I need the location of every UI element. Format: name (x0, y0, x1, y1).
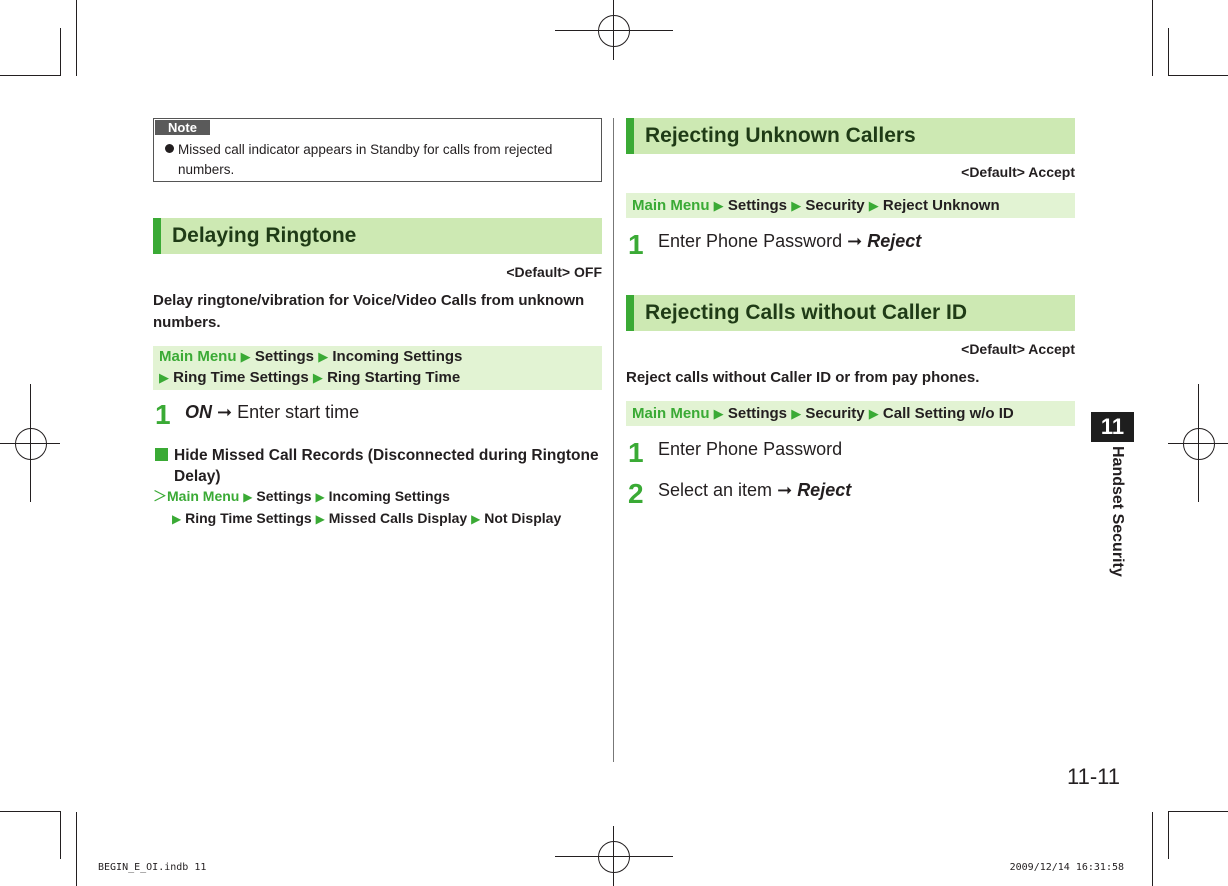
subsection-title: Hide Missed Call Records (Disconnected during Ringtone Delay) (174, 447, 599, 485)
crop-mark (76, 0, 77, 76)
crop-mark (0, 75, 60, 76)
menu-path (626, 193, 1075, 218)
step-text (185, 399, 359, 425)
crop-mark (1168, 811, 1228, 812)
menu-path-item: Settings (727, 197, 788, 214)
footer-file: BEGIN_E_OI.indb 11 (98, 862, 207, 873)
menu-path (626, 401, 1075, 426)
menu-path-line (153, 508, 603, 530)
section-header-without-id (626, 295, 1075, 331)
step-instruction: Enter Phone Password (658, 439, 843, 459)
nav-arrow-icon: ▶ (713, 406, 724, 421)
nav-arrow-icon: ▶ (159, 370, 169, 385)
step-number: 2 (628, 478, 644, 509)
menu-path-item: Ring Starting Time (327, 369, 461, 386)
crop-mark (1152, 812, 1153, 886)
nav-arrow-icon: ▶ (315, 490, 325, 504)
crop-mark (0, 811, 60, 812)
step-number: 1 (155, 399, 171, 430)
nav-arrow-icon: ▶ (172, 512, 182, 526)
step-action: Reject (867, 231, 922, 251)
section-description: Reject calls without Caller ID or from pay phones. (626, 369, 980, 386)
page-number: 11-11 (1066, 764, 1120, 789)
section-description: Delay ringtone/vibration for Voice/Video Calls from unknown numbers. (153, 292, 585, 331)
crop-mark (76, 812, 77, 886)
menu-path-line (159, 346, 602, 367)
section-title: Rejecting Unknown Callers (645, 124, 916, 147)
arrow-icon: ➞ (847, 231, 863, 251)
registration-circle (15, 428, 47, 460)
step-instruction: Enter start time (237, 402, 360, 422)
nav-arrow-icon: ▶ (791, 198, 802, 213)
note-tag: Note (155, 120, 210, 135)
crop-mark (60, 28, 61, 76)
default-value: <Default> Accept (961, 164, 1075, 180)
crop-mark (60, 811, 61, 859)
step-action: Reject (797, 480, 852, 500)
step-instruction: Enter Phone Password (658, 231, 843, 251)
step-instruction: Select an item (658, 480, 773, 500)
nav-arrow-icon: ▶ (318, 349, 329, 364)
step-number: 1 (628, 229, 644, 260)
menu-path-item: Missed Calls Display (328, 510, 468, 526)
note-text: Missed call indicator appears in Standby for calls from rejected numbers. (178, 142, 553, 177)
step-text (658, 228, 921, 254)
menu-path-item: Ring Time Settings (185, 510, 312, 526)
arrow-icon: ➞ (777, 480, 793, 500)
step-text (658, 477, 851, 503)
menu-path-item: Security (805, 405, 865, 422)
default-value: <Default> Accept (961, 341, 1075, 357)
menu-path-item: Not Display (484, 510, 562, 526)
registration-circle (1183, 428, 1215, 460)
menu-path-item: Settings (727, 405, 788, 422)
menu-path-item: Main Menu (632, 405, 710, 422)
section-header-delaying (153, 218, 602, 254)
menu-path (153, 346, 602, 390)
registration-circle (598, 841, 630, 873)
arrow-icon: ➞ (217, 402, 233, 422)
sub-marker-icon: ＞ (153, 488, 167, 504)
menu-path-item: Main Menu (632, 197, 710, 214)
step-number: 1 (628, 437, 644, 468)
crop-mark (1168, 28, 1169, 76)
crop-mark (1168, 75, 1228, 76)
chapter-title: Handset Security (1109, 446, 1126, 577)
nav-arrow-icon: ▶ (312, 370, 323, 385)
chapter-number: 11 (1091, 412, 1134, 442)
section-title: Delaying Ringtone (172, 224, 357, 247)
subsection-square-icon (155, 448, 168, 461)
step-action: ON (185, 402, 212, 422)
step-text (658, 436, 842, 462)
nav-arrow-icon: ▶ (868, 406, 879, 421)
note-bullet (165, 144, 174, 153)
menu-path-line (153, 486, 603, 508)
nav-arrow-icon: ▶ (243, 490, 253, 504)
section-title: Rejecting Calls without Caller ID (645, 301, 968, 324)
crop-mark (1168, 811, 1169, 859)
registration-circle (598, 15, 630, 47)
menu-path-item: Main Menu (167, 488, 240, 504)
menu-path-line (159, 367, 602, 388)
menu-path-item: Reject Unknown (882, 197, 1000, 214)
subsection-menu-path (153, 486, 603, 530)
menu-path-item: Settings (256, 488, 312, 504)
nav-arrow-icon: ▶ (713, 198, 724, 213)
menu-path-item: Ring Time Settings (173, 369, 309, 386)
menu-path-item: Incoming Settings (328, 488, 450, 504)
crop-mark (1152, 0, 1153, 76)
footer-timestamp: 2009/12/14 16:31:58 (1009, 862, 1124, 873)
nav-arrow-icon: ▶ (240, 349, 251, 364)
column-divider (613, 118, 614, 762)
menu-path-item: Call Setting w/o ID (882, 405, 1014, 422)
menu-path-item: Security (805, 197, 865, 214)
default-value: <Default> OFF (506, 264, 602, 280)
nav-arrow-icon: ▶ (868, 198, 879, 213)
menu-path-item: Settings (254, 348, 315, 365)
nav-arrow-icon: ▶ (791, 406, 802, 421)
section-header-unknown (626, 118, 1075, 154)
nav-arrow-icon: ▶ (471, 512, 481, 526)
menu-path-item: Incoming Settings (332, 348, 463, 365)
menu-path-item: Main Menu (159, 348, 237, 365)
nav-arrow-icon: ▶ (315, 512, 325, 526)
